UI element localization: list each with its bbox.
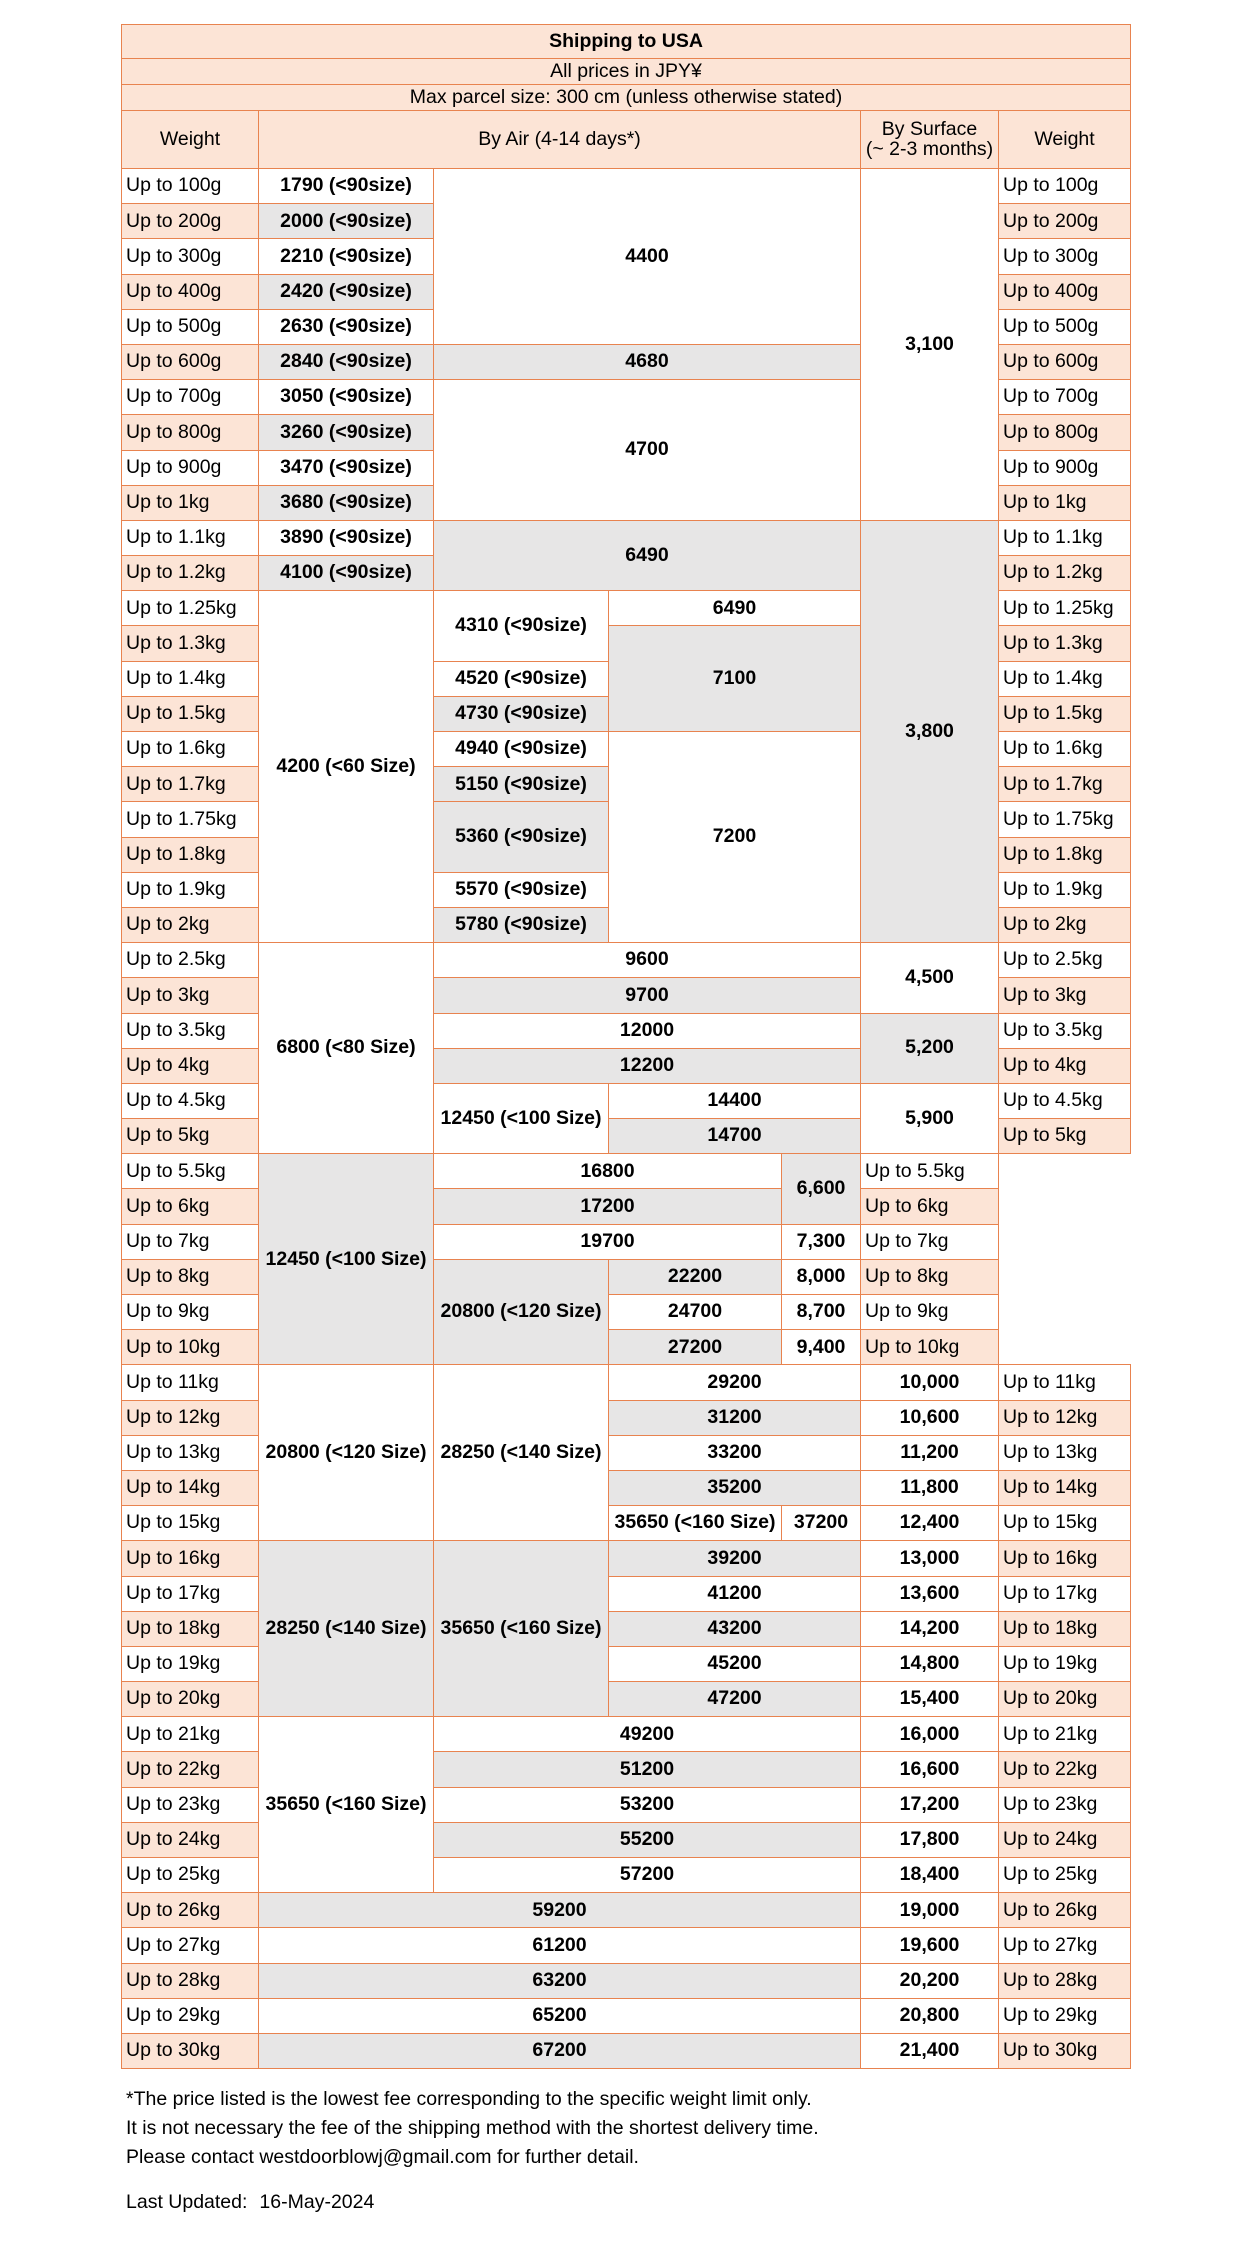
air-rate-cell: 9600 — [434, 943, 861, 978]
air-rate-cell: 4680 — [434, 344, 861, 379]
weight-cell-right: Up to 12kg — [999, 1400, 1131, 1435]
weight-cell: Up to 5.5kg — [122, 1154, 259, 1189]
weight-cell: Up to 600g — [122, 344, 259, 379]
weight-cell: Up to 1.8kg — [122, 837, 259, 872]
air-rate-cell: 35650 (<160 Size) — [259, 1717, 434, 1893]
weight-cell: Up to 800g — [122, 415, 259, 450]
weight-cell: Up to 21kg — [122, 1717, 259, 1752]
weight-cell-right: Up to 1.9kg — [999, 872, 1131, 907]
weight-cell: Up to 24kg — [122, 1822, 259, 1857]
weight-cell: Up to 500g — [122, 309, 259, 344]
air-rate-cell: 2630 (<90size) — [259, 309, 434, 344]
weight-cell: Up to 100g — [122, 169, 259, 204]
weight-cell: Up to 6kg — [122, 1189, 259, 1224]
surface-rate-cell: 5,900 — [861, 1083, 999, 1153]
weight-cell: Up to 23kg — [122, 1787, 259, 1822]
air-rate-cell: 49200 — [434, 1717, 861, 1752]
weight-cell: Up to 13kg — [122, 1435, 259, 1470]
air-rate-cell: 28250 (<140 Size) — [434, 1365, 609, 1541]
weight-cell-right: Up to 16kg — [999, 1541, 1131, 1576]
air-rate-cell: 29200 — [609, 1365, 861, 1400]
air-rate-cell: 19700 — [434, 1224, 782, 1259]
weight-cell: Up to 26kg — [122, 1893, 259, 1928]
weight-cell-right: Up to 29kg — [999, 1998, 1131, 2033]
weight-cell: Up to 5kg — [122, 1119, 259, 1154]
weight-cell-right: Up to 19kg — [999, 1646, 1131, 1681]
surface-rate-cell: 13,000 — [861, 1541, 999, 1576]
weight-cell-right: Up to 1.75kg — [999, 802, 1131, 837]
table-row — [122, 1365, 1131, 1400]
table-row — [122, 1541, 1131, 1576]
air-rate-cell: 37200 — [782, 1506, 861, 1541]
weight-cell: Up to 15kg — [122, 1506, 259, 1541]
weight-cell: Up to 16kg — [122, 1541, 259, 1576]
last-updated-date: 16-May-2024 — [259, 2191, 375, 2213]
air-rate-cell: 7100 — [609, 626, 861, 732]
air-rate-cell: 59200 — [259, 1893, 861, 1928]
air-rate-cell: 22200 — [609, 1259, 782, 1294]
weight-cell-right: Up to 25kg — [999, 1858, 1131, 1893]
air-rate-cell: 4700 — [434, 380, 861, 521]
air-rate-cell: 67200 — [259, 2033, 861, 2068]
weight-cell-right: Up to 3kg — [999, 978, 1131, 1013]
weight-cell-right: Up to 2.5kg — [999, 943, 1131, 978]
air-rate-cell: 6800 (<80 Size) — [259, 943, 434, 1154]
weight-cell: Up to 1.4kg — [122, 661, 259, 696]
weight-cell-right: Up to 9kg — [861, 1295, 999, 1330]
air-rate-cell: 4310 (<90size) — [434, 591, 609, 661]
shipping-rate-table — [121, 24, 1131, 2069]
air-rate-cell: 43200 — [609, 1611, 861, 1646]
air-rate-cell: 33200 — [609, 1435, 861, 1470]
weight-cell-right: Up to 20kg — [999, 1682, 1131, 1717]
weight-cell-right: Up to 2kg — [999, 907, 1131, 942]
weight-cell: Up to 1.25kg — [122, 591, 259, 626]
surface-rate-cell: 14,200 — [861, 1611, 999, 1646]
air-rate-cell: 14700 — [609, 1119, 861, 1154]
surface-rate-cell: 10,000 — [861, 1365, 999, 1400]
surface-rate-cell: 3,800 — [861, 520, 999, 942]
air-rate-cell: 3680 (<90size) — [259, 485, 434, 520]
air-rate-cell: 3470 (<90size) — [259, 450, 434, 485]
air-rate-cell: 24700 — [609, 1295, 782, 1330]
weight-cell-right: Up to 22kg — [999, 1752, 1131, 1787]
weight-cell: Up to 4kg — [122, 1048, 259, 1083]
weight-header-right: Weight — [999, 111, 1131, 169]
weight-cell: Up to 700g — [122, 380, 259, 415]
weight-cell-right: Up to 21kg — [999, 1717, 1131, 1752]
weight-cell-right: Up to 700g — [999, 380, 1131, 415]
air-rate-cell: 3050 (<90size) — [259, 380, 434, 415]
weight-cell-right: Up to 13kg — [999, 1435, 1131, 1470]
weight-cell: Up to 29kg — [122, 1998, 259, 2033]
weight-cell-right: Up to 300g — [999, 239, 1131, 274]
air-rate-cell: 12450 (<100 Size) — [434, 1083, 609, 1153]
air-rate-cell: 5150 (<90size) — [434, 767, 609, 802]
air-rate-cell: 4730 (<90size) — [434, 696, 609, 731]
weight-cell-right: Up to 8kg — [861, 1259, 999, 1294]
air-rate-cell: 5360 (<90size) — [434, 802, 609, 872]
air-rate-cell: 2210 (<90size) — [259, 239, 434, 274]
table-row — [122, 1893, 1131, 1928]
footnote-line: *The price listed is the lowest fee corresponding to the specific weight limit only. — [126, 2088, 812, 2110]
air-rate-cell: 45200 — [609, 1646, 861, 1681]
surface-rate-cell: 20,800 — [861, 1998, 999, 2033]
weight-cell: Up to 200g — [122, 204, 259, 239]
surface-rate-cell: 16,600 — [861, 1752, 999, 1787]
table-row — [122, 1998, 1131, 2033]
weight-cell-right: Up to 5.5kg — [861, 1154, 999, 1189]
weight-cell-right: Up to 23kg — [999, 1787, 1131, 1822]
weight-cell-right: Up to 1.5kg — [999, 696, 1131, 731]
weight-cell-right: Up to 6kg — [861, 1189, 999, 1224]
weight-cell: Up to 1.6kg — [122, 732, 259, 767]
air-rate-cell: 35650 (<160 Size) — [434, 1541, 609, 1717]
max-size-note: Max parcel size: 300 cm (unless otherwise stated) — [122, 85, 1131, 111]
air-rate-cell: 14400 — [609, 1083, 861, 1118]
by-air-header: By Air (4-14 days*) — [259, 111, 861, 169]
weight-cell-right: Up to 26kg — [999, 1893, 1131, 1928]
surface-rate-cell: 14,800 — [861, 1646, 999, 1681]
weight-cell-right: Up to 14kg — [999, 1470, 1131, 1505]
surface-rate-cell: 9,400 — [782, 1330, 861, 1365]
weight-cell-right: Up to 28kg — [999, 1963, 1131, 1998]
surface-rate-cell: 19,000 — [861, 1893, 999, 1928]
weight-cell-right: Up to 17kg — [999, 1576, 1131, 1611]
surface-rate-cell: 8,700 — [782, 1295, 861, 1330]
surface-rate-cell: 3,100 — [861, 169, 999, 521]
surface-rate-cell: 16,000 — [861, 1717, 999, 1752]
weight-cell-right: Up to 3.5kg — [999, 1013, 1131, 1048]
surface-rate-cell: 11,200 — [861, 1435, 999, 1470]
weight-cell-right: Up to 18kg — [999, 1611, 1131, 1646]
table-row — [122, 1963, 1131, 1998]
table-row — [122, 1717, 1131, 1752]
air-rate-cell: 2000 (<90size) — [259, 204, 434, 239]
surface-rate-cell: 7,300 — [782, 1224, 861, 1259]
weight-cell: Up to 30kg — [122, 2033, 259, 2068]
weight-cell: Up to 1.1kg — [122, 520, 259, 555]
air-rate-cell: 2840 (<90size) — [259, 344, 434, 379]
weight-cell: Up to 4.5kg — [122, 1083, 259, 1118]
currency-note: All prices in JPY¥ — [122, 59, 1131, 85]
air-rate-cell: 4520 (<90size) — [434, 661, 609, 696]
weight-cell-right: Up to 1.25kg — [999, 591, 1131, 626]
air-rate-cell: 28250 (<140 Size) — [259, 1541, 434, 1717]
weight-cell: Up to 7kg — [122, 1224, 259, 1259]
air-rate-cell: 53200 — [434, 1787, 861, 1822]
by-surface-header — [861, 111, 999, 169]
air-rate-cell: 3260 (<90size) — [259, 415, 434, 450]
table-row — [122, 943, 1131, 978]
weight-cell: Up to 20kg — [122, 1682, 259, 1717]
weight-cell-right: Up to 1.7kg — [999, 767, 1131, 802]
weight-cell-right: Up to 4.5kg — [999, 1083, 1131, 1118]
weight-cell: Up to 12kg — [122, 1400, 259, 1435]
air-rate-cell: 4200 (<60 Size) — [259, 591, 434, 943]
surface-rate-cell: 17,200 — [861, 1787, 999, 1822]
weight-cell-right: Up to 1kg — [999, 485, 1131, 520]
weight-cell: Up to 19kg — [122, 1646, 259, 1681]
weight-cell-right: Up to 4kg — [999, 1048, 1131, 1083]
air-rate-cell: 55200 — [434, 1822, 861, 1857]
surface-rate-cell: 12,400 — [861, 1506, 999, 1541]
weight-cell-right: Up to 1.2kg — [999, 556, 1131, 591]
air-rate-cell: 35650 (<160 Size) — [609, 1506, 782, 1541]
air-rate-cell: 27200 — [609, 1330, 782, 1365]
table-row — [122, 2033, 1131, 2068]
weight-cell-right: Up to 5kg — [999, 1119, 1131, 1154]
surface-rate-cell: 17,800 — [861, 1822, 999, 1857]
weight-cell: Up to 3kg — [122, 978, 259, 1013]
surface-rate-cell: 15,400 — [861, 1682, 999, 1717]
table-row — [122, 169, 1131, 204]
surface-rate-cell: 6,600 — [782, 1154, 861, 1224]
weight-cell: Up to 28kg — [122, 1963, 259, 1998]
surface-rate-cell: 8,000 — [782, 1259, 861, 1294]
surface-rate-cell: 13,600 — [861, 1576, 999, 1611]
weight-cell-right: Up to 10kg — [861, 1330, 999, 1365]
air-rate-cell: 65200 — [259, 1998, 861, 2033]
weight-cell: Up to 300g — [122, 239, 259, 274]
air-rate-cell: 5780 (<90size) — [434, 907, 609, 942]
air-rate-cell: 47200 — [609, 1682, 861, 1717]
table-row — [122, 1154, 1131, 1189]
weight-cell: Up to 1.3kg — [122, 626, 259, 661]
last-updated — [126, 2191, 374, 2214]
weight-cell: Up to 17kg — [122, 1576, 259, 1611]
weight-header: Weight — [122, 111, 259, 169]
air-rate-cell: 6490 — [609, 591, 861, 626]
weight-cell: Up to 1.5kg — [122, 696, 259, 731]
weight-cell: Up to 1.75kg — [122, 802, 259, 837]
surface-rate-cell: 18,400 — [861, 1858, 999, 1893]
weight-cell: Up to 14kg — [122, 1470, 259, 1505]
footnote-line: Please contact westdoorblowj@gmail.com for further detail. — [126, 2146, 639, 2168]
weight-cell-right: Up to 11kg — [999, 1365, 1131, 1400]
surface-rate-cell: 4,500 — [861, 943, 999, 1013]
air-rate-cell: 35200 — [609, 1470, 861, 1505]
table-row — [122, 520, 1131, 555]
air-rate-cell: 16800 — [434, 1154, 782, 1189]
surface-rate-cell: 21,400 — [861, 2033, 999, 2068]
weight-cell-right: Up to 1.6kg — [999, 732, 1131, 767]
air-rate-cell: 39200 — [609, 1541, 861, 1576]
by-surface-duration: (~ 2-3 months) — [865, 137, 994, 160]
weight-cell-right: Up to 30kg — [999, 2033, 1131, 2068]
air-rate-cell: 61200 — [259, 1928, 861, 1963]
air-rate-cell: 7200 — [609, 732, 861, 943]
air-rate-cell: 1790 (<90size) — [259, 169, 434, 204]
weight-cell: Up to 11kg — [122, 1365, 259, 1400]
air-rate-cell: 4940 (<90size) — [434, 732, 609, 767]
air-rate-cell: 2420 (<90size) — [259, 274, 434, 309]
weight-cell-right: Up to 900g — [999, 450, 1131, 485]
weight-cell: Up to 8kg — [122, 1259, 259, 1294]
air-rate-cell: 3890 (<90size) — [259, 520, 434, 555]
surface-rate-cell: 11,800 — [861, 1470, 999, 1505]
weight-cell: Up to 25kg — [122, 1858, 259, 1893]
air-rate-cell: 20800 (<120 Size) — [259, 1365, 434, 1541]
air-rate-cell: 57200 — [434, 1858, 861, 1893]
by-surface-title: By Surface — [881, 118, 978, 140]
weight-cell-right: Up to 1.3kg — [999, 626, 1131, 661]
weight-cell: Up to 1.2kg — [122, 556, 259, 591]
footnotes — [126, 2085, 819, 2172]
weight-cell: Up to 2kg — [122, 907, 259, 942]
weight-cell-right: Up to 800g — [999, 415, 1131, 450]
weight-cell-right: Up to 7kg — [861, 1224, 999, 1259]
air-rate-cell: 4100 (<90size) — [259, 556, 434, 591]
weight-cell-right: Up to 100g — [999, 169, 1131, 204]
air-rate-cell: 5570 (<90size) — [434, 872, 609, 907]
weight-cell: Up to 400g — [122, 274, 259, 309]
surface-rate-cell: 19,600 — [861, 1928, 999, 1963]
air-rate-cell: 12450 (<100 Size) — [259, 1154, 434, 1365]
weight-cell-right: Up to 1.8kg — [999, 837, 1131, 872]
weight-cell: Up to 1.7kg — [122, 767, 259, 802]
footnote-line: It is not necessary the fee of the shipping method with the shortest delivery time. — [126, 2117, 819, 2139]
air-rate-cell: 51200 — [434, 1752, 861, 1787]
air-rate-cell: 63200 — [259, 1963, 861, 1998]
air-rate-cell: 4400 — [434, 169, 861, 345]
weight-cell-right: Up to 1.1kg — [999, 520, 1131, 555]
air-rate-cell: 6490 — [434, 520, 861, 590]
weight-cell-right: Up to 500g — [999, 309, 1131, 344]
weight-cell: Up to 9kg — [122, 1295, 259, 1330]
surface-rate-cell: 10,600 — [861, 1400, 999, 1435]
weight-cell: Up to 1.9kg — [122, 872, 259, 907]
weight-cell-right: Up to 24kg — [999, 1822, 1131, 1857]
surface-rate-cell: 5,200 — [861, 1013, 999, 1083]
weight-cell: Up to 3.5kg — [122, 1013, 259, 1048]
weight-cell: Up to 1kg — [122, 485, 259, 520]
weight-cell: Up to 10kg — [122, 1330, 259, 1365]
weight-cell-right: Up to 200g — [999, 204, 1131, 239]
weight-cell: Up to 22kg — [122, 1752, 259, 1787]
weight-cell-right: Up to 15kg — [999, 1506, 1131, 1541]
air-rate-cell: 9700 — [434, 978, 861, 1013]
table-row — [122, 1928, 1131, 1963]
weight-cell: Up to 18kg — [122, 1611, 259, 1646]
air-rate-cell: 20800 (<120 Size) — [434, 1259, 609, 1365]
weight-cell-right: Up to 27kg — [999, 1928, 1131, 1963]
weight-cell-right: Up to 1.4kg — [999, 661, 1131, 696]
air-rate-cell: 31200 — [609, 1400, 861, 1435]
air-rate-cell: 17200 — [434, 1189, 782, 1224]
weight-cell: Up to 2.5kg — [122, 943, 259, 978]
surface-rate-cell: 20,200 — [861, 1963, 999, 1998]
air-rate-cell: 12000 — [434, 1013, 861, 1048]
weight-cell-right: Up to 600g — [999, 344, 1131, 379]
air-rate-cell: 12200 — [434, 1048, 861, 1083]
weight-cell: Up to 27kg — [122, 1928, 259, 1963]
air-rate-cell: 41200 — [609, 1576, 861, 1611]
table-title: Shipping to USA — [122, 25, 1131, 59]
last-updated-label: Last Updated: — [126, 2191, 248, 2213]
weight-cell: Up to 900g — [122, 450, 259, 485]
weight-cell-right: Up to 400g — [999, 274, 1131, 309]
